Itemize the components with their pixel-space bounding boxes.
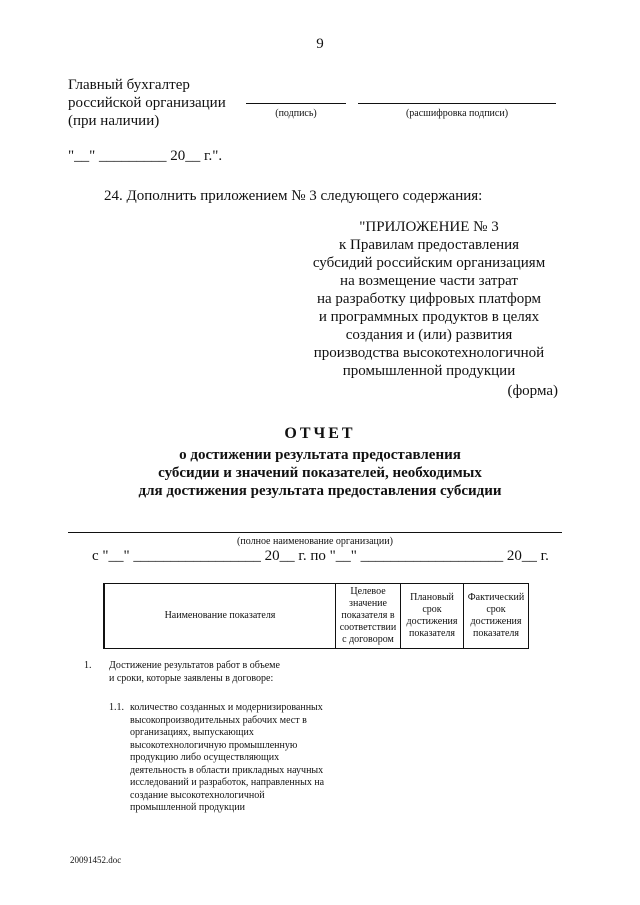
- decoding-caption: (расшифровка подписи): [405, 108, 509, 119]
- text-line: деятельность в области прикладных научных: [130, 764, 324, 776]
- text-line: Достижение результатов работ в объеме: [109, 660, 280, 671]
- item-24: 24. Дополнить приложением № 3 следующего содержания:: [104, 188, 483, 204]
- text-line: создание высокотехнологичной: [130, 789, 265, 801]
- appendix-line: на возмещение части затрат: [340, 273, 518, 289]
- subtitle-line: для достижения результата предоставления субсидии: [138, 483, 502, 499]
- table-header-row: [104, 584, 529, 649]
- text-line: и сроки, которые заявлены в договоре:: [109, 672, 274, 684]
- text-line: высокотехнологичную промышленную: [130, 739, 298, 751]
- row-1-1-number: 1.1.: [109, 702, 124, 713]
- page-number: 9: [316, 36, 324, 52]
- signature-caption: (подпись): [275, 108, 317, 119]
- organization-line: [68, 532, 562, 533]
- signature-line: [246, 103, 346, 104]
- organization-caption: (полное наименование организации): [237, 536, 393, 547]
- indicators-table: [103, 583, 529, 649]
- row-1-1-text: [130, 702, 324, 815]
- table-header-cell: Плановый срок достижения показателя: [401, 584, 464, 649]
- report-period: с "__" _________________ 20__ г. по "__" ___________________ 20__ г.: [92, 548, 549, 564]
- text-line: продукцию либо осуществляющих: [130, 752, 280, 763]
- file-name-footer: 20091452.doc: [70, 855, 122, 865]
- label-line: российской организации: [68, 95, 226, 111]
- appendix-line: субсидий российским организациям: [312, 255, 546, 271]
- appendix-line: промышленной продукции: [342, 363, 516, 379]
- chief-accountant-label: [68, 76, 226, 130]
- appendix-line: к Правилам предоставления: [338, 237, 520, 253]
- table-header-cell: Наименование показателя: [105, 584, 336, 649]
- label-line: Главный бухгалтер: [68, 77, 190, 93]
- report-subtitle: [100, 446, 540, 500]
- text-line: высокопроизводительных рабочих мест в: [130, 714, 307, 726]
- row-1-number: 1.: [84, 660, 92, 671]
- text-line: промышленной продукции: [130, 802, 245, 813]
- text-line: количество созданных и модернизированных: [130, 702, 323, 713]
- table-header-cell: Целевое значение показателя в соответствии с договором: [336, 584, 401, 649]
- date-line: "__" _________ 20__ г.".: [68, 148, 223, 164]
- subtitle-line: субсидии и значений показателей, необходимых: [158, 465, 482, 481]
- decoding-line: [358, 103, 556, 104]
- report-title: ОТЧЕТ: [284, 425, 356, 442]
- subtitle-line: о достижении результата предоставления: [179, 447, 461, 463]
- appendix-line: создания и (или) развития: [345, 327, 513, 343]
- form-label: (форма): [507, 383, 558, 399]
- appendix-line: производства высокотехнологичной: [313, 345, 545, 361]
- label-line: (при наличии): [68, 113, 160, 129]
- row-1-text: [109, 660, 280, 685]
- appendix-line: "ПРИЛОЖЕНИЕ № 3: [359, 219, 499, 235]
- table-header-cell: Фактический срок достижения показателя: [464, 584, 529, 649]
- appendix-line: и программных продуктов в целях: [318, 309, 540, 325]
- appendix-line: на разработку цифровых платформ: [317, 291, 541, 307]
- appendix-header: [300, 218, 558, 380]
- text-line: исследований и разработок, направленных на: [130, 777, 325, 788]
- text-line: организациях, выпускающих: [130, 727, 254, 738]
